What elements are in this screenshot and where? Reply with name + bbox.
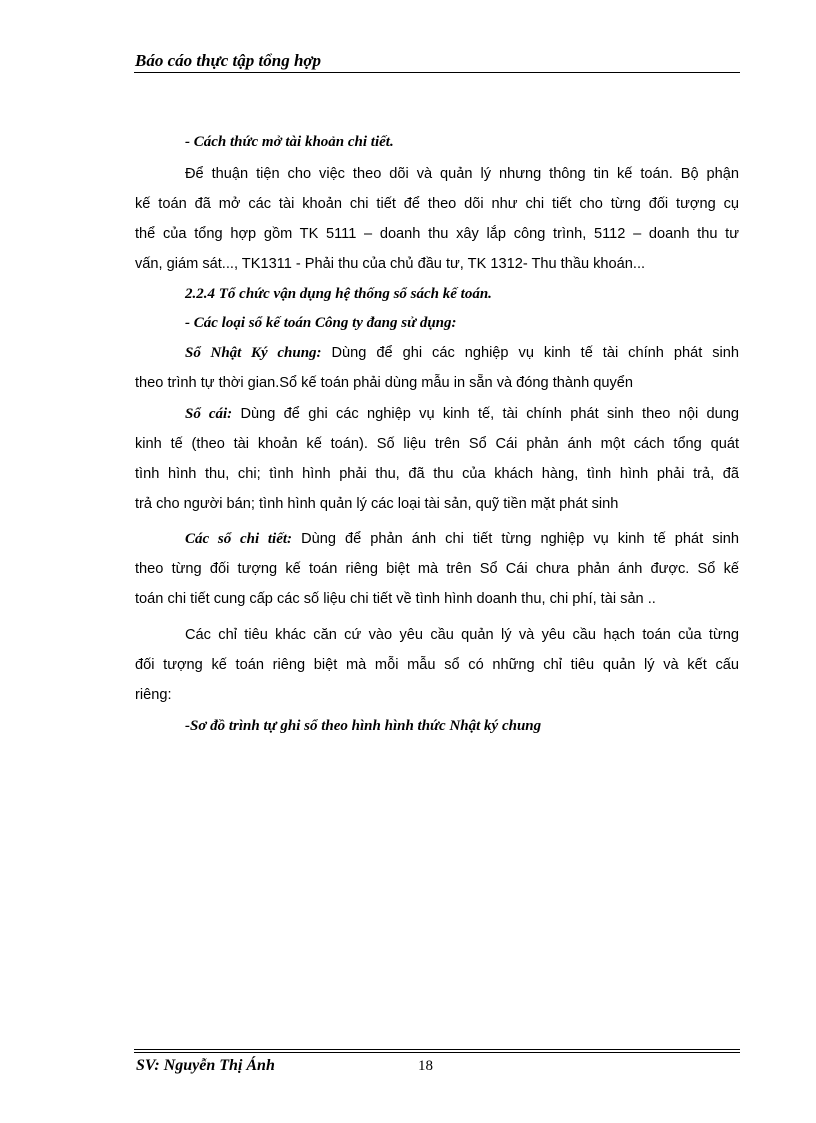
paragraph-line: trả cho người bán; tình hình quản lý các loại tài sản, quỹ tiền mặt phát sinh xyxy=(135,496,619,512)
page-header xyxy=(134,50,740,73)
paragraph-line: đối tượng kế toán riêng biệt mà mỗi mẫu sổ có những chỉ tiêu quản lý và kết cấu xyxy=(135,657,739,673)
section-open-accounts: - Cách thức mở tài khoản chi tiết. xyxy=(185,134,394,150)
footer-page-number: 18 xyxy=(418,1058,433,1074)
paragraph-line: theo trình tự thời gian.Sổ kế toán phải dùng mẫu in sẵn và đóng thành quyển xyxy=(135,375,634,391)
paragraph-line: riêng: xyxy=(135,687,172,703)
footer-student-name: SV: Nguyễn Thị Ánh xyxy=(136,1057,275,1074)
section-book-types: - Các loại sổ kế toán Công ty đang sử dụng: xyxy=(185,315,457,331)
paragraph-sct-line1 xyxy=(185,530,739,548)
paragraph-socai-line1 xyxy=(185,405,739,423)
footer-rule-top xyxy=(134,1049,740,1050)
sct-lead: Các sổ chi tiết: xyxy=(185,531,293,547)
paragraph-line: theo từng đối tượng kế toán riêng biệt mà trên Sổ Cái chưa phản ánh được. Sổ kế xyxy=(135,561,739,577)
paragraph-nkc-line1 xyxy=(185,344,739,362)
paragraph-line: vấn, giám sát..., TK1311 - Phải thu của chủ đầu tư, TK 1312- Thu thầu khoán... xyxy=(135,256,646,272)
paragraph-line: toán chi tiết cung cấp các số liệu chi tiết về tình hình doanh thu, chi phí, tài sản .. xyxy=(135,591,656,607)
socai-text: Dùng để ghi các nghiệp vụ kinh tế, tài chính phát sinh theo nội dung xyxy=(232,406,739,422)
paragraph-line: tình hình thu, chi; tình hình phải thu, đã thu của khách hàng, tình hình phải trả, đã xyxy=(135,466,739,482)
paragraph-line: kế toán đã mở các tài khoản chi tiết để theo dõi như chi tiết cho từng đối tượng cụ xyxy=(135,196,739,212)
paragraph-line: thể của tổng hợp gồm TK 5111 – doanh thu xây lắp công trình, 5112 – doanh thu tư xyxy=(135,226,739,242)
footer-rule-bottom xyxy=(134,1052,740,1053)
sct-text: Dùng để phản ánh chi tiết từng nghiệp vụ kinh tế phát sinh xyxy=(292,531,739,547)
section-diagram-heading: -Sơ đồ trình tự ghi sổ theo hình hình thức Nhật ký chung xyxy=(185,718,542,734)
section-224-heading: 2.2.4 Tổ chức vận dụng hệ thống sổ sách kế toán. xyxy=(185,286,492,302)
nkc-text: Dùng để ghi các nghiệp vụ kinh tế tài chính phát sinh xyxy=(321,345,740,361)
paragraph-line: Để thuận tiện cho việc theo dõi và quản lý nhưng thông tin kế toán. Bộ phận xyxy=(185,166,739,182)
paragraph-line: kinh tế (theo tài khoản kế toán). Số liệu trên Sổ Cái phản ánh một cách tổng quát xyxy=(135,436,739,452)
paragraph-line: Các chỉ tiêu khác căn cứ vào yêu cầu quản lý và yêu cầu hạch toán của từng xyxy=(185,627,739,643)
nkc-lead: Sổ Nhật Ký chung: xyxy=(185,345,322,361)
socai-lead: Sổ cái: xyxy=(185,406,233,422)
header-title: Báo cáo thực tập tổng hợp xyxy=(135,51,322,70)
